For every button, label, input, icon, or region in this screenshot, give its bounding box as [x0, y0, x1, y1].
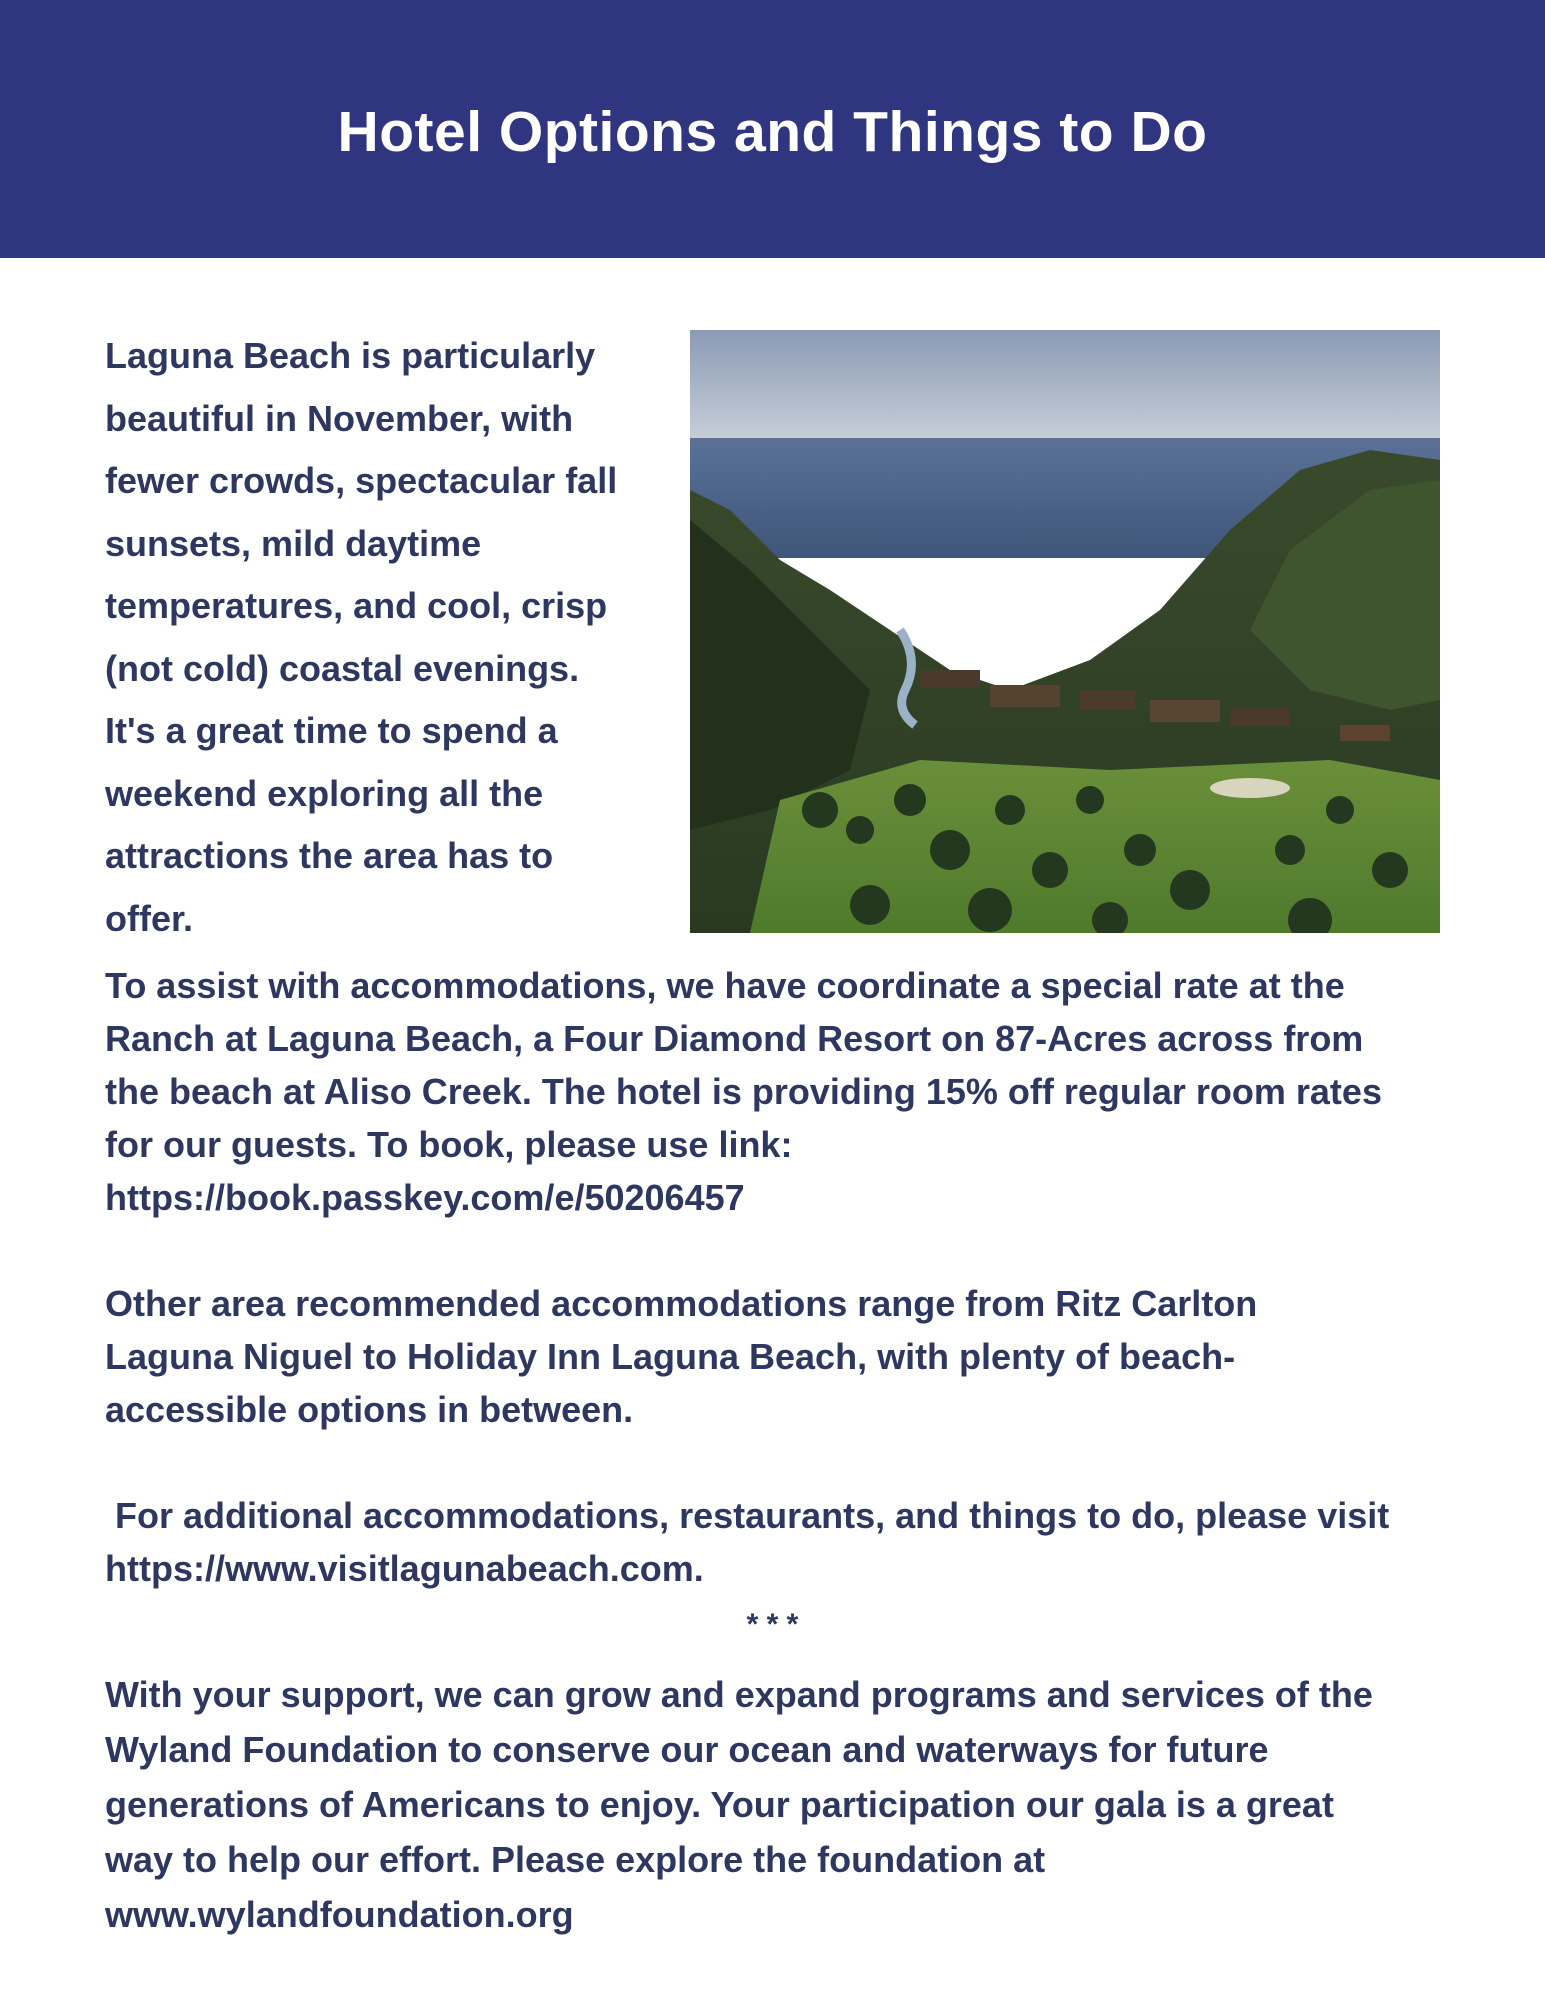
ranch-line: for our guests. To book, please use link: [105, 1124, 793, 1165]
intro-line: It's a great time to spend a [105, 710, 558, 751]
support-line: Wyland Foundation to conserve our ocean and waterways for future [105, 1729, 1269, 1770]
intro-line: (not cold) coastal evenings. [105, 647, 580, 689]
visit-laguna-link[interactable]: https://www.visitlagunabeach.com. [105, 1548, 704, 1589]
other-line: Other area recommended accommodations range from Ritz Carlton [105, 1283, 1258, 1324]
intro-line: temperatures, and cool, crisp [105, 585, 608, 626]
other-line: accessible options in between. [105, 1389, 634, 1430]
intro-line: weekend exploring all the [105, 772, 544, 814]
support-line: With your support, we can grow and expand programs and services of the [105, 1674, 1373, 1715]
page-title: Hotel Options and Things to Do [337, 100, 1208, 164]
intro-paragraph [105, 325, 665, 950]
header-banner [0, 0, 1545, 258]
ranch-paragraph [105, 959, 1455, 1224]
intro-line: offer. [105, 897, 194, 939]
intro-line: Laguna Beach is particularly [105, 335, 596, 376]
ranch-line: To assist with accommodations, we have coordinate a special rate at the [105, 965, 1345, 1006]
booking-link[interactable]: https://book.passkey.com/e/50206457 [105, 1177, 745, 1218]
intro-line: sunsets, mild daytime [105, 522, 482, 564]
separator: * * * [746, 1608, 799, 1641]
support-line: way to help our effort. Please explore the foundation at [105, 1839, 1046, 1880]
support-line: generations of Americans to enjoy. Your participation our gala is a great [105, 1784, 1334, 1825]
resort-aerial-photo [690, 330, 1440, 933]
intro-line: fewer crowds, spectacular fall [105, 460, 618, 501]
intro-line: attractions the area has to [105, 835, 554, 876]
foundation-link[interactable]: www.wylandfoundation.org [105, 1894, 574, 1935]
ranch-line: Ranch at Laguna Beach, a Four Diamond Resort on 87-Acres across from [105, 1018, 1364, 1059]
more-info-paragraph [105, 1489, 1455, 1595]
more-line: For additional accommodations, restaurants, and things to do, please visit [105, 1495, 1390, 1536]
other-accommodations-paragraph [105, 1277, 1455, 1436]
intro-line: beautiful in November, with [105, 397, 574, 439]
support-paragraph [105, 1667, 1455, 1942]
ranch-line: the beach at Aliso Creek. The hotel is providing 15% off regular room rates [105, 1071, 1382, 1112]
other-line: Laguna Niguel to Holiday Inn Laguna Beach, with plenty of beach- [105, 1336, 1236, 1377]
